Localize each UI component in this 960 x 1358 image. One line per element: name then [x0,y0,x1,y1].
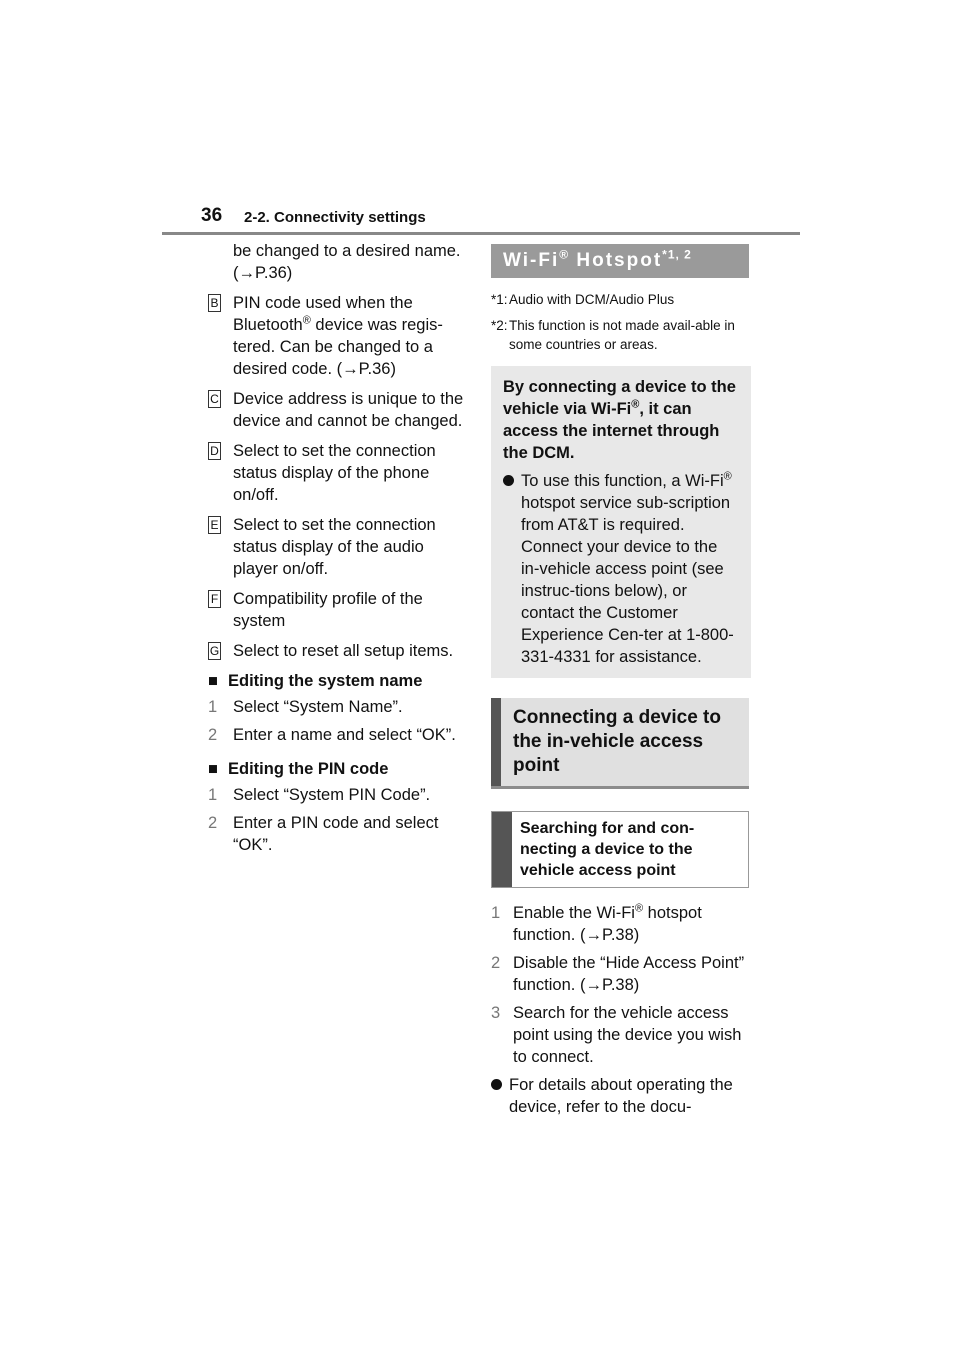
list-item [208,588,468,632]
step: 2 Enter a PIN code and select “OK”. [208,814,439,854]
step: 2 Disable the “Hide Access Point” function. (→P.38) [491,954,745,994]
page-number: 36 [201,205,223,226]
square-marker-icon: ■ [208,760,218,778]
item-text: Select to set the connection status display of the phone on/off. [233,442,436,504]
list-item [208,640,468,662]
letter-badge: B [208,294,221,312]
step: 1 Select “System Name”. [208,698,403,716]
wifi-hotspot-banner: Wi-Fi® Hotspot$^{*1, 2}$ [491,244,749,278]
item-text: PIN code used when the Bluetooth® device was regis-tered. Can be changed to a desired code. (→P.36) [233,294,443,378]
item-text: Device address is unique to the device and cannot be changed. [233,390,464,430]
info-bullet: To use this function, a Wi-Fi® hotspot service sub-scription from AT&T is required. Connect your device to the in-vehicle access point (see instruc-tions below), or contact the Customer Experience Cen-ter at 1-800-331-4331 for assistance. [503,470,739,668]
right-column [491,244,751,1118]
square-marker-icon: ■ [208,672,218,690]
list-item [208,292,468,380]
left-column [208,240,468,862]
section-heading: Connecting a device to the in-vehicle access point [491,698,749,789]
item-text: Select to set the connection status display of the audio player on/off. [233,516,436,578]
letter-badge: E [208,516,221,534]
step: 2 Enter a name and select “OK”. [208,726,456,744]
footnote: *2: This function is not made avail-able in some countries or areas. [491,318,735,352]
item-text: Select to reset all setup items. [233,642,454,660]
intro-item [208,240,468,284]
edit-name-heading: ■ Editing the system name [208,672,423,690]
steps [491,902,751,1118]
header-rule [162,232,800,235]
letter-badge: C [208,390,221,408]
item-text: Compatibility profile of the system [233,590,423,630]
bullet-icon [503,470,521,668]
footnotes [491,290,751,354]
list-item [208,388,468,432]
step: 3 Search for the vehicle access point using the device you wish to connect. [491,1004,742,1066]
bullet-icon [491,1074,509,1118]
list-item [208,440,468,506]
step: 1 Select “System PIN Code”. [208,786,431,804]
info-lead: By connecting a device to the vehicle via Wi-Fi®, it can access the internet through the DCM. [503,378,736,462]
list-item [208,514,468,580]
step: 1 Enable the Wi-Fi® hotspot function. (→P.38) [491,902,702,944]
subsection-heading: Searching for and con-necting a device to the vehicle access point [491,811,749,888]
info-box [491,366,751,678]
footnote: *1: Audio with DCM/Audio Plus [491,292,675,307]
intro-text: be changed to a desired name. (→P.36) [233,242,461,282]
letter-badge: D [208,442,221,460]
letter-badge: G [209,644,220,658]
letter-badge: F [208,590,221,608]
section-title: 2-2. Connectivity settings [244,209,426,226]
details-bullet: For details about operating the device, refer to the docu- [491,1074,751,1118]
edit-pin-heading: ■ Editing the PIN code [208,760,389,778]
